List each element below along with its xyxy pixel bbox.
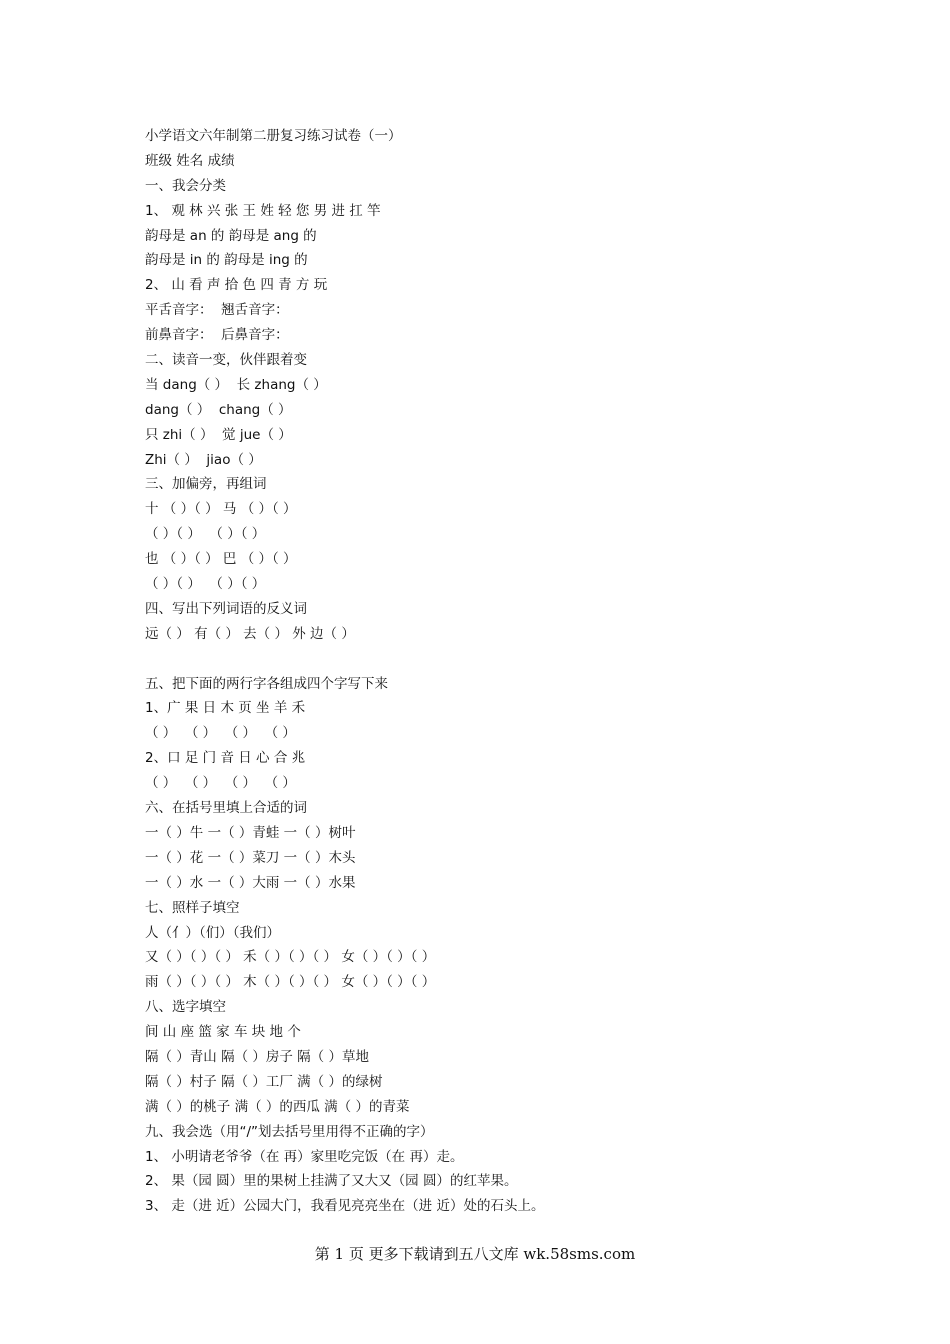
exercise-line: （ ）（ ） （ ）（ ） (145, 526, 266, 543)
exercise-line: 隔（ ）青山 隔（ ）房子 隔（ ）草地 (145, 1048, 369, 1065)
exercise-line: 四、写出下列词语的反义词 (145, 600, 307, 617)
exercise-line: 十 （ ）（ ） 马 （ ）（ ） (145, 501, 297, 518)
exercise-line: （ ） （ ） （ ） （ ） (145, 775, 296, 792)
exercise-line: 七、照样子填空 (145, 899, 240, 916)
exercise-line: 一、我会分类 (145, 177, 226, 194)
header-line: 班级 姓名 成绩 (145, 152, 235, 169)
exercise-line: 雨（ ）（ ）（ ） 木（ ）（ ）（ ） 女（ ）（ ）（ ） (145, 974, 436, 991)
document-body (145, 124, 845, 1219)
exercise-line: 九、我会选（用“/”划去括号里用得不正确的字） (145, 1123, 434, 1140)
exercise-line: 满（ ）的桃子 满（ ）的西瓜 满（ ）的青菜 (145, 1098, 410, 1115)
exercise-lines (145, 174, 845, 1219)
exercise-line: 韵母是 in 的 韵母是 ing 的 (145, 252, 308, 269)
exercise-line: 2、口 足 门 音 日 心 合 兆 (145, 750, 306, 767)
exercise-line: （ ）（ ） （ ）（ ） (145, 576, 266, 593)
document-title: 小学语文六年制第二册复习练习试卷（一） (145, 128, 402, 144)
exercise-line: 一（ ）牛 一（ ）青蛙 一（ ）树叶 (145, 824, 356, 841)
exercise-line: 2、 山 看 声 拾 色 四 青 方 玩 (145, 277, 328, 294)
exercise-line: 一（ ）水 一（ ）大雨 一（ ）水果 (145, 874, 356, 891)
exercise-line: dang（ ） chang（ ） (145, 401, 292, 418)
exercise-line: Zhi（ ） jiao（ ） (145, 451, 262, 468)
exercise-line: 远（ ） 有（ ） 去（ ） 外 边（ ） (145, 625, 355, 642)
exercise-line: 二、读音一变，伙伴跟着变 (145, 352, 307, 369)
exercise-line (145, 647, 845, 672)
exercise-line: 当 dang（ ） 长 zhang（ ） (145, 376, 327, 393)
exercise-line: 3、 走（进 近）公园大门，我看见亮亮坐在（进 近）处的石头上。 (145, 1198, 545, 1215)
exercise-line: 五、把下面的两行字各组成四个字写下来 (145, 675, 388, 692)
exercise-line: （ ） （ ） （ ） （ ） (145, 725, 296, 742)
page-footer: 第 1 页 更多下载请到五八文库 wk.58sms.com (314, 1245, 636, 1263)
exercise-line: 三、加偏旁，再组词 (145, 476, 267, 493)
exercise-line: 韵母是 an 的 韵母是 ang 的 (145, 227, 317, 244)
exercise-line: 1、 小明请老爷爷（在 再）家里吃完饭（在 再）走。 (145, 1148, 464, 1165)
exercise-line: 前鼻音字： 后鼻音字： (145, 327, 289, 344)
exercise-line: 1、广 果 日 木 页 坐 羊 禾 (145, 700, 306, 717)
exercise-line: 也 （ ）（ ） 巴 （ ）（ ） (145, 551, 297, 568)
exercise-line: 间 山 座 篮 家 车 块 地 个 (145, 1024, 301, 1041)
exercise-line: 2、 果（园 圆）里的果树上挂满了又大又（园 圆）的红苹果。 (145, 1173, 518, 1190)
exercise-line: 平舌音字： 翘舌音字： (145, 302, 289, 319)
exercise-line: 又（ ）（ ）（ ） 禾（ ）（ ）（ ） 女（ ）（ ）（ ） (145, 949, 436, 966)
exercise-line: 八、选字填空 (145, 999, 226, 1016)
exercise-line: 1、 观 林 兴 张 王 姓 轻 您 男 进 扛 竿 (145, 202, 381, 219)
exercise-line: 隔（ ）村子 隔（ ）工厂 满（ ）的绿树 (145, 1073, 383, 1090)
exercise-line: 一（ ）花 一（ ）菜刀 一（ ）木头 (145, 849, 356, 866)
exercise-line: 人（亻）（们）（我们） (145, 924, 280, 941)
exercise-line: 六、在括号里填上合适的词 (145, 800, 307, 817)
exercise-line: 只 zhi（ ） 觉 jue（ ） (145, 426, 292, 443)
